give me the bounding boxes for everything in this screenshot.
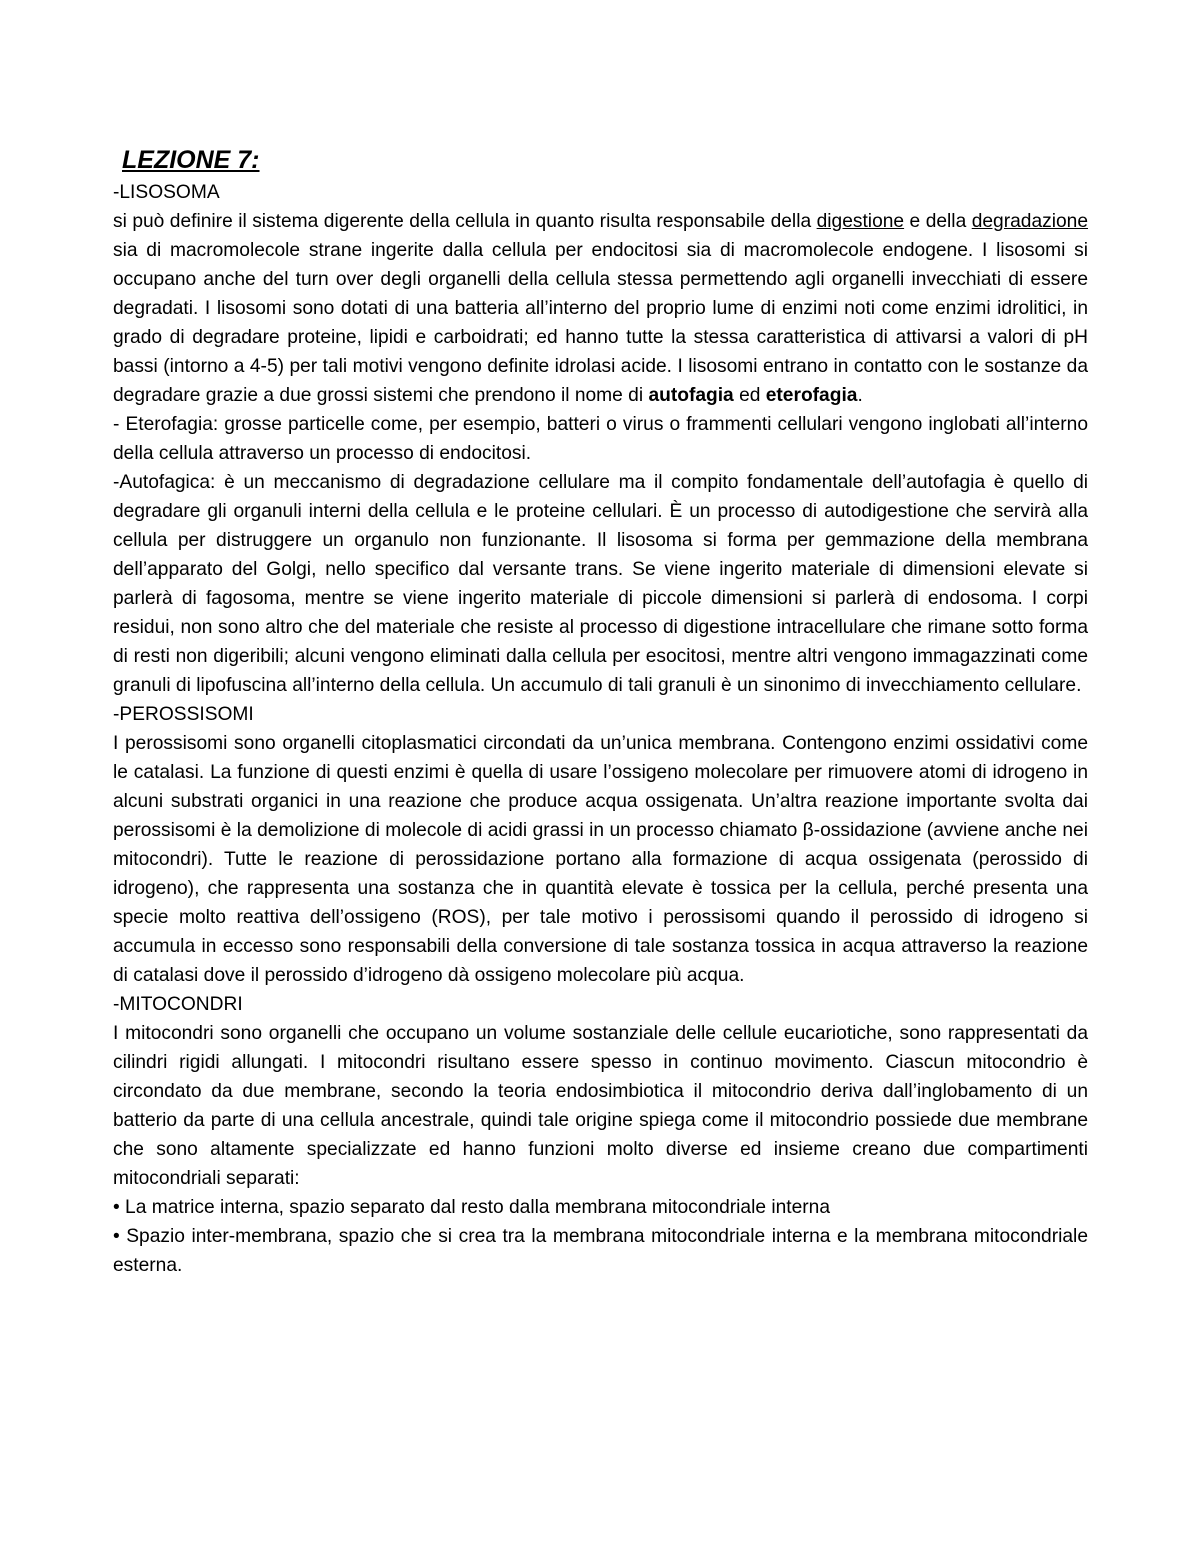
lisosoma-paragraph-eterofagia: - Eterofagia: grosse particelle come, per esempio, batteri o virus o frammenti cellulari vengono inglobati all’interno della cellula attraverso un processo di endocitosi. [113, 414, 1088, 464]
bold-term-autofagia: autofagia [648, 385, 734, 406]
text-span: ed [733, 385, 766, 406]
document-page [113, 142, 1088, 1280]
page-title: LEZIONE 7: [122, 146, 260, 174]
underlined-term-digestione: digestione [816, 211, 905, 232]
bullet-item-spazio-intermembrana: • Spazio inter-membrana, spazio che si crea tra la membrana mitocondriale interna e la membrana mitocondriale esterna. [113, 1226, 1088, 1276]
text-span: e della [904, 211, 972, 232]
underlined-term-degradazione: degradazione [971, 211, 1089, 232]
bullet-item-matrice: • La matrice interna, spazio separato dal resto dalla membrana mitocondriale interna [113, 1197, 831, 1218]
perossisomi-paragraph: I perossisomi sono organelli citoplasmatici circondati da un’unica membrana. Contengono enzimi ossidativi come le catalasi. La funzione di questi enzimi è quella di usare l’ossigeno molecolare per rimuovere atomi di idrogeno in alcuni substrati organici in una reazione che produce acqua ossigenata. Un’altra reazione importante svolta dai perossisomi è la demolizione di molecole di acidi grassi in un processo chiamato β-ossidazione (avviene anche nei mitocondri). Tutte le reazione di perossidazione portano alla formazione di acqua ossigenata (perossido di idrogeno), che rappresenta una sostanza che in quantità elevate è tossica per la cellula, perché presenta una specie molto reattiva dell’ossigeno (ROS), per tale motivo i perossisomi quando il perossido di idrogeno si accumula in eccesso sono responsabili della conversione di tale sostanza tossica in acqua attraverso la reazione di catalasi dove il perossido d’idrogeno dà ossigeno molecolare più acqua. [113, 733, 1088, 986]
text-span: . [857, 385, 863, 406]
lisosoma-paragraph-1 [113, 207, 1088, 410]
mitocondri-paragraph: I mitocondri sono organelli che occupano un volume sostanziale delle cellule eucariotiche, sono rappresentati da cilindri rigidi allungati. I mitocondri risultano essere spesso in continuo movimento. Ciascun mitocondrio è circondato da due membrane, secondo la teoria endosimbiotica il mitocondrio deriva dall’inglobamento di un batterio da parte di una cellula ancestrale, quindi tale origine spiega come il mitocondrio possiede due membrane che sono altamente specializzate ed hanno funzioni molto diverse ed insieme creano due compartimenti mitocondriali separati: [113, 1023, 1088, 1189]
text-span: sia di macromolecole strane ingerite dalla cellula per endocitosi sia di macromolecole endogene. I lisosomi si occupano anche del turn over degli organelli della cellula stessa permettendo agli organelli invecchiati di essere degradati. I lisosomi sono dotati di una batteria all’interno del proprio lume di enzimi noti come enzimi idrolitici, in grado di degradare proteine, lipidi e carboidrati; ed hanno tutte la stessa caratteristica di attivarsi a valori di pH bassi (intorno a 4-5) per tali motivi vengono definite idrolasi acide. I lisosomi entrano in contatto con le sostanze da degradare grazie a due grossi sistemi che prendono il nome di [113, 240, 1088, 406]
text-span: si può definire il sistema digerente della cellula in quanto risulta responsabile della [113, 211, 817, 232]
lisosoma-paragraph-autofagica: -Autofagica: è un meccanismo di degradazione cellulare ma il compito fondamentale dell’autofagia è quello di degradare gli organuli interni della cellula e le proteine cellulari. È un processo di autodigestione che servirà alla cellula per distruggere un organulo non funzionante. Il lisosoma si forma per gemmazione della membrana dell’apparato del Golgi, nello specifico dal versante trans. Se viene ingerito materiale di dimensioni elevate si parlerà di fagosoma, mentre se viene ingerito materiale di piccole dimensioni si parlerà di endosoma. I corpi residui, non sono altro che del materiale che resiste al processo di digestione intracellulare che rimane sotto forma di resti non digeribili; alcuni vengono eliminati dalla cellula per esocitosi, mentre altri vengono immagazzinati come granuli di lipofuscina all’interno della cellula. Un accumulo di tali granuli è un sinonimo di invecchiamento cellulare. [113, 472, 1088, 696]
section-heading-lisosoma: -LISOSOMA [113, 182, 220, 203]
section-heading-perossisomi: -PEROSSISOMI [113, 704, 254, 725]
bold-term-eterofagia: eterofagia [765, 385, 858, 406]
section-heading-mitocondri: -MITOCONDRI [113, 994, 243, 1015]
